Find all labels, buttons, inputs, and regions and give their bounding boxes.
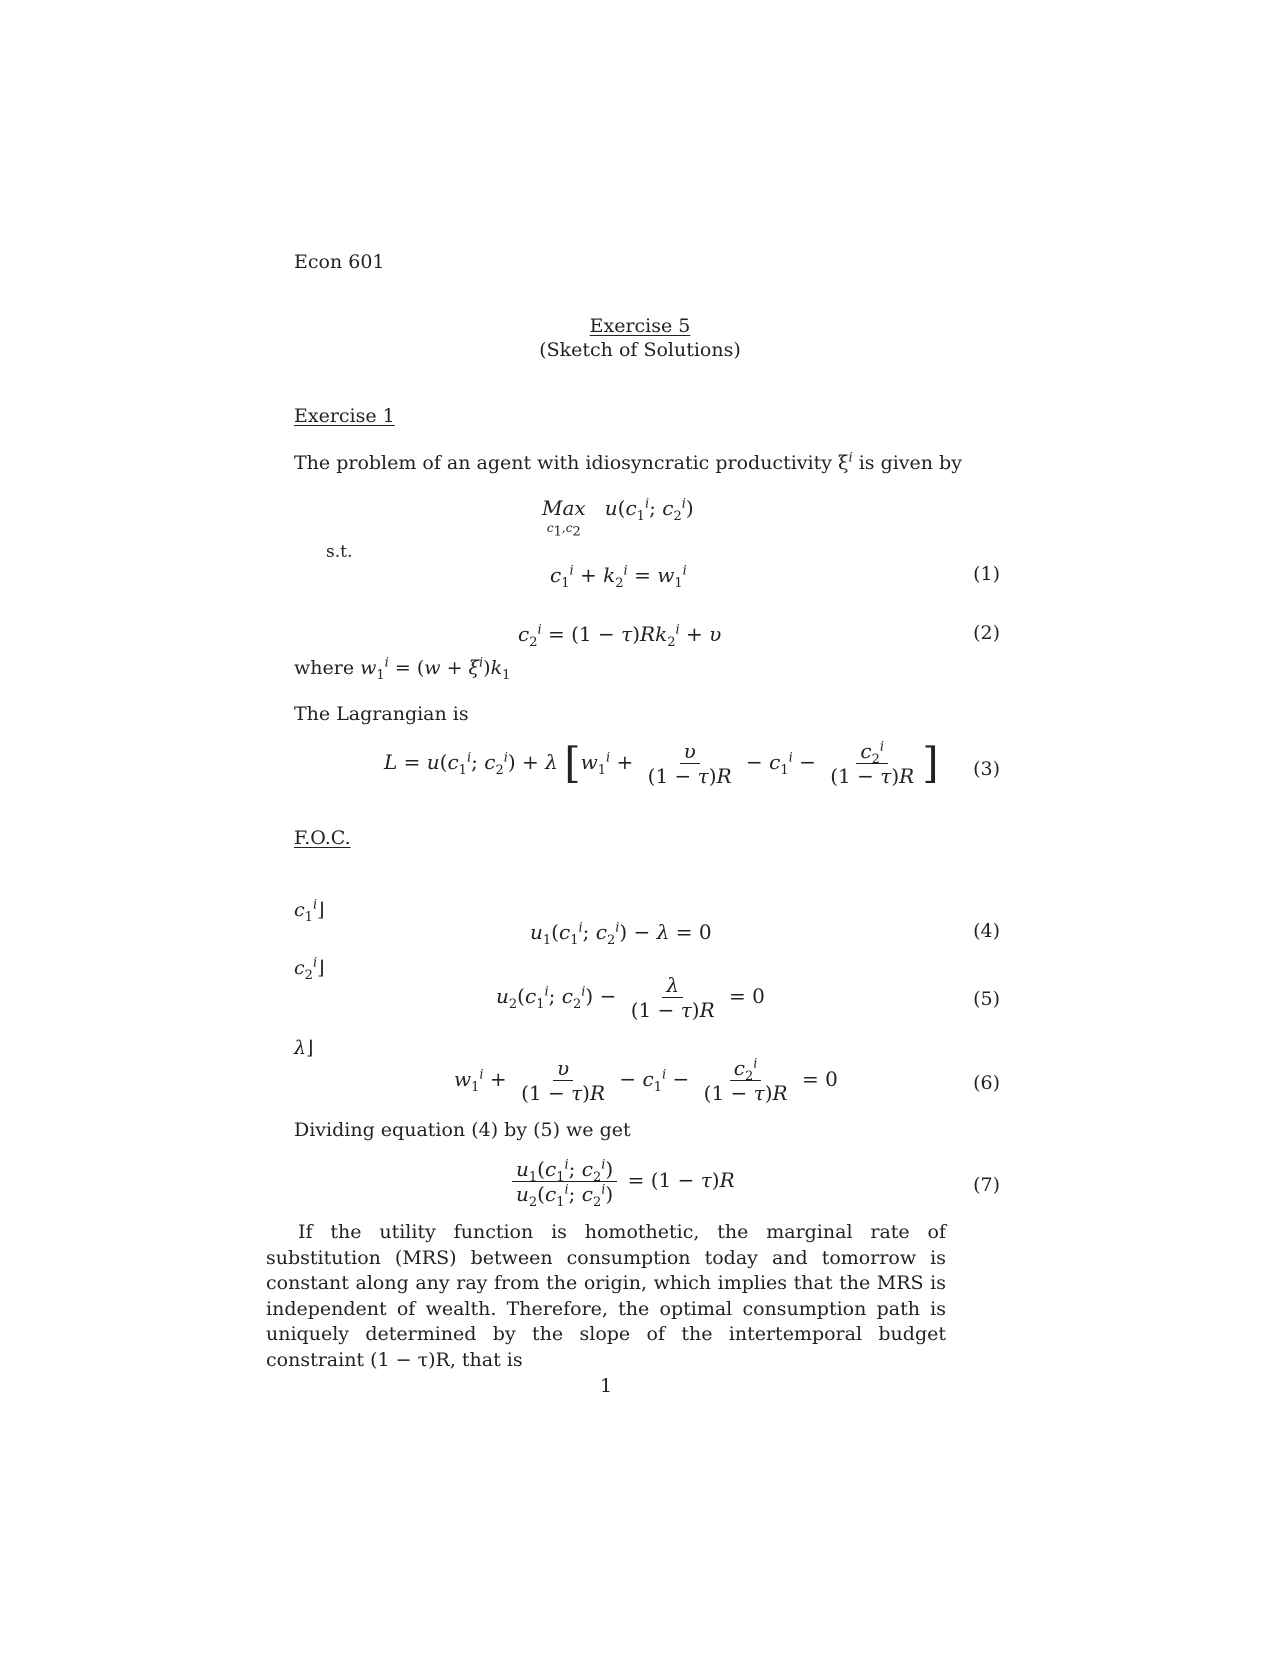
equation-1: $c_1^i + k_2^i = w_1^i$: [550, 563, 687, 591]
equation-number-2: (2): [973, 622, 1000, 644]
lagrangian-intro: The Lagrangian is: [294, 703, 469, 725]
foc-heading: F.O.C.: [294, 827, 351, 849]
equation-4: $u_1(c_1^i$; $c_2^i) - \lambda = 0$: [530, 920, 712, 948]
equation-number-3: (3): [973, 758, 1000, 780]
intro-text: [294, 451, 962, 475]
homothetic-paragraph: [266, 1220, 946, 1373]
where-text: where $w_1^i = (w + \xi^i)k_1$: [294, 655, 511, 683]
document-subtitle: (Sketch of Solutions): [539, 339, 741, 361]
intro-tail: is given by: [852, 452, 962, 474]
equation-7: $\frac{u_1(c_1^i; c_2^i)}{u_2(c_1^i; c_2^i)}$ = (1 − τ)R: [512, 1158, 735, 1205]
foc-label-c1: $c_1^i⌋$: [294, 897, 325, 925]
maximization-problem: Max $c_1,c_2$ $u(c_1^i$; $c_2^i$): [542, 496, 694, 540]
subject-to-label: s.t.: [326, 542, 353, 562]
equation-5: $u_2(c_1^i$; $c_2^i$) − $\frac{\lambda}{(1 - \tau)R}$ = 0: [496, 973, 765, 1022]
equation-number-1: (1): [973, 563, 1000, 585]
equation-number-5: (5): [973, 988, 1000, 1010]
equation-3: $L = u(c_1^i$; $c_2^i) + \lambda$ [$w_1^i$ + $\frac{\upsilon}{(1 - \tau)R}$ − $c_1^i$ − $\frac{c_2^i}{(1 - \tau)R}$ ]: [384, 738, 939, 788]
foc-label-lambda: λ⌋: [294, 1037, 314, 1059]
where-label: where: [294, 657, 361, 679]
foc-label-c2-symbol: c: [294, 957, 305, 979]
course-label: Econ 601: [294, 251, 385, 273]
equation-2: $c_2^i = (1 - \tau)Rk_2^i + \upsilon$: [518, 622, 722, 650]
equation-number-4: (4): [973, 920, 1000, 942]
equation-number-6: (6): [973, 1072, 1000, 1094]
page-number: 1: [600, 1375, 613, 1397]
foc-label-c2: $c_2^i⌋$: [294, 955, 325, 983]
intro-superscript: i: [848, 450, 853, 466]
equation-6: $w_1^i$ + $\frac{\upsilon}{(1 - \tau)R}$ − $c_1^i$ − $\frac{c_2^i}{(1 - \tau)R}$ = 0: [454, 1056, 838, 1105]
intro-main: The problem of an agent with idiosyncratic productivity ξ: [294, 452, 849, 474]
foc-label-lambda-symbol: λ: [294, 1037, 307, 1059]
equation-number-7: (7): [973, 1174, 1000, 1196]
foc-label-c1-symbol: c: [294, 899, 305, 921]
section-heading: Exercise 1: [294, 405, 395, 427]
document-title: [290, 314, 990, 338]
dividing-text: Dividing equation (4) by (5) we get: [294, 1119, 631, 1141]
title-text: Exercise 5: [589, 315, 691, 337]
paragraph-text: If the utility function is homothetic, the marginal rate of substitution (MRS) between consumption today and tomorrow is constant along any ray from the origin, which implies that the MRS is independent of wealth. Therefore, the optimal consumption path is uniquely determined by the slope of the intertemporal budget constraint (1 − τ)R, that is: [266, 1221, 946, 1371]
